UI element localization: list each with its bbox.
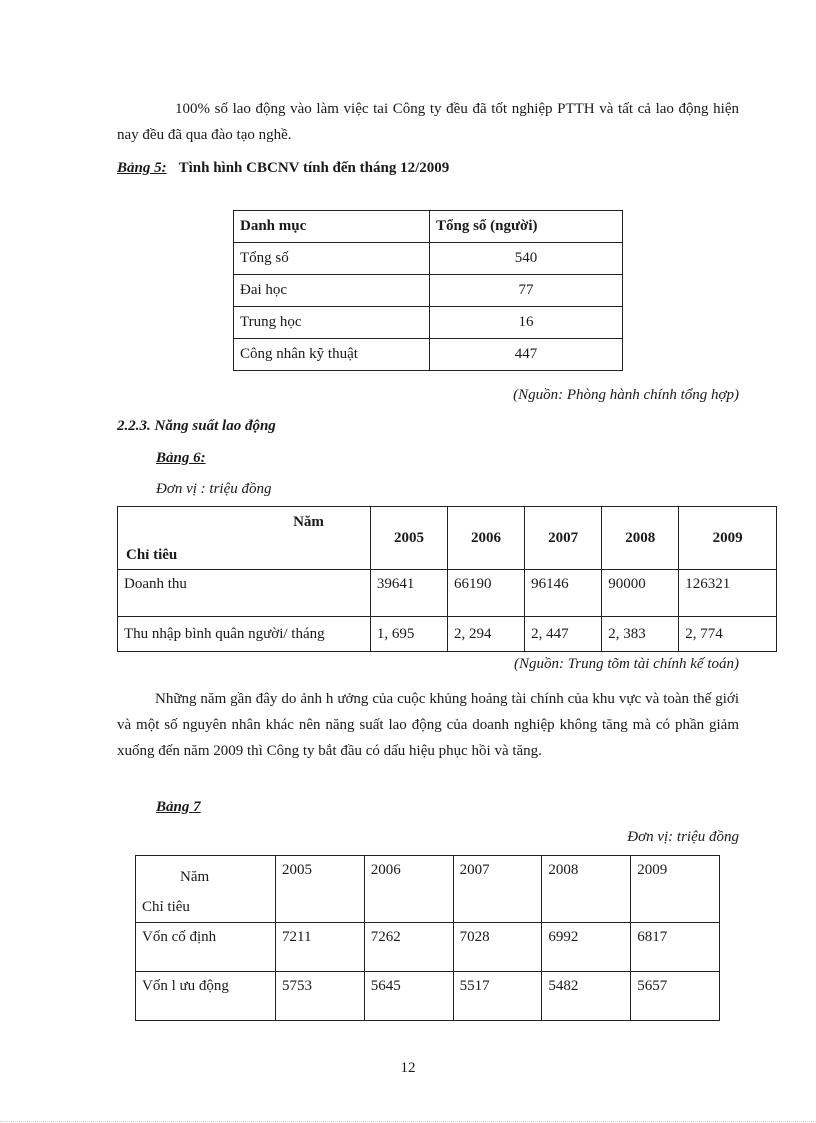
- table-cell: 5657: [631, 972, 720, 1021]
- table-row: [234, 307, 623, 339]
- table-cell: 66190: [448, 570, 525, 617]
- table-row: [118, 617, 777, 652]
- table-header-cell: 2007: [453, 856, 542, 923]
- table-cell: 2, 447: [525, 617, 602, 652]
- table5: [233, 210, 623, 371]
- table-header-cell: 2009: [631, 856, 720, 923]
- table-cell: 5753: [276, 972, 365, 1021]
- table-row: [118, 570, 777, 617]
- table-row: [136, 923, 720, 972]
- table-cell: 6992: [542, 923, 631, 972]
- table-cell: 1, 695: [370, 617, 447, 652]
- table-header-cell: 2005: [370, 507, 447, 570]
- table-cell: 96146: [525, 570, 602, 617]
- table-cell: Tổng số: [234, 243, 430, 275]
- table-header-cell: 2006: [448, 507, 525, 570]
- table-cell: 16: [430, 307, 623, 339]
- table-cell: 7211: [276, 923, 365, 972]
- table-cell: 5645: [364, 972, 453, 1021]
- table-header-cell: 2009: [679, 507, 777, 570]
- table-cell: 77: [430, 275, 623, 307]
- table-cell: 2, 383: [602, 617, 679, 652]
- table-cell: 540: [430, 243, 623, 275]
- table5-label: Bảng 5:: [117, 160, 167, 176]
- table-header-row: [234, 211, 623, 243]
- table-header-cell: 2007: [525, 507, 602, 570]
- table-header-row: [136, 856, 720, 923]
- table-row: [234, 275, 623, 307]
- table-cell: 2, 294: [448, 617, 525, 652]
- table-header-cell: 2005: [276, 856, 365, 923]
- table-row: [234, 339, 623, 371]
- table-cell: 5482: [542, 972, 631, 1021]
- table-header-cell: 2008: [602, 507, 679, 570]
- corner-indicator-label: Chỉ tiêu: [126, 547, 178, 563]
- table-cell: 7028: [453, 923, 542, 972]
- table5-source: (Nguồn: Phòng hành chính tổng hợp): [513, 387, 739, 403]
- corner-indicator-label: Chỉ tiêu: [142, 899, 190, 915]
- table-row: [234, 243, 623, 275]
- table-corner-cell: [136, 856, 276, 923]
- table-header-cell: 2006: [364, 856, 453, 923]
- table-cell: Thu nhập bình quân người/ tháng: [118, 617, 371, 652]
- table-cell: Trung học: [234, 307, 430, 339]
- page-number: 12: [400, 1060, 416, 1076]
- table-cell: 5517: [453, 972, 542, 1021]
- table6: [117, 506, 777, 652]
- table6-label: Bảng 6:: [156, 450, 206, 466]
- table-cell: Doanh thu: [118, 570, 371, 617]
- table-cell: Đai học: [234, 275, 430, 307]
- table-header-row: [118, 507, 777, 570]
- corner-year-label: Năm: [180, 869, 210, 885]
- table5-title: Tình hình CBCNV tính đến tháng 12/2009: [178, 160, 450, 176]
- table-cell: 126321: [679, 570, 777, 617]
- corner-year-label: Năm: [293, 514, 324, 530]
- table-cell: Vốn cố định: [136, 923, 276, 972]
- table7: [135, 855, 720, 1021]
- table6-source: (Nguồn: Trung tõm tài chính kế toán): [514, 656, 739, 672]
- table-header-cell: 2008: [542, 856, 631, 923]
- table-cell: 39641: [370, 570, 447, 617]
- table-header-cell: Danh mục: [234, 211, 430, 243]
- table-cell: 6817: [631, 923, 720, 972]
- table5-caption: [117, 160, 449, 177]
- table-cell: Vốn l ưu động: [136, 972, 276, 1021]
- table6-unit: Đơn vị : triệu đồng: [156, 481, 272, 497]
- intro-paragraph: 100% số lao động vào làm việc tai Công ty đều đã tốt nghiệp PTTH và tất cả lao động hiện nay đều đã qua đào tạo nghề.: [117, 101, 739, 143]
- table-cell: Công nhân kỹ thuật: [234, 339, 430, 371]
- section-heading: 2.2.3. Năng suất lao động: [117, 418, 276, 434]
- analysis-paragraph: Những năm gần đây do ảnh h ưởng của cuộc khủng hoảng tài chính của khu vực và toàn thế giới và một số nguyên nhân khác nên năng suất lao động của doanh nghiệp không tăng mà có phần giảm xuống đến năm 2009 thì Công ty bắt đầu có dấu hiệu phục hồi và tăng.: [117, 691, 739, 759]
- table-header-cell: Tổng số (người): [430, 211, 623, 243]
- table7-unit: Đơn vị: triệu đồng: [627, 829, 739, 845]
- table-cell: 2, 774: [679, 617, 777, 652]
- table-corner-cell: [118, 507, 371, 570]
- table-cell: 90000: [602, 570, 679, 617]
- table-cell: 7262: [364, 923, 453, 972]
- table7-label: Bảng 7: [156, 799, 201, 815]
- table-row: [136, 972, 720, 1021]
- table-cell: 447: [430, 339, 623, 371]
